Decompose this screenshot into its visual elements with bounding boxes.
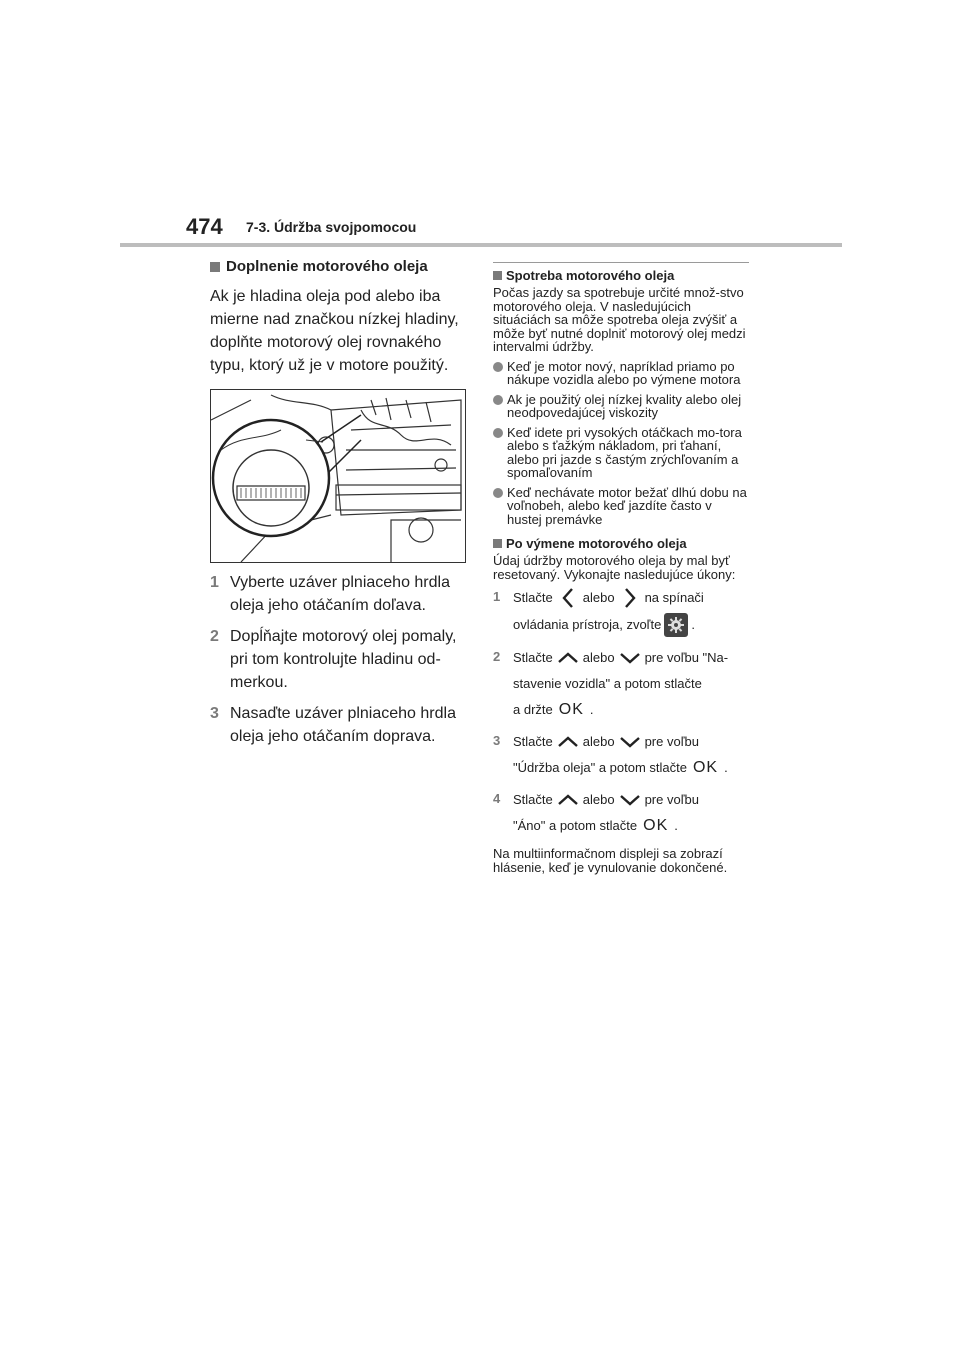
bullet-text: Ak je použitý olej nízkej kvality alebo olej neodpovedajúcej viskozity: [507, 391, 742, 420]
ok-button-icon: OK: [643, 817, 669, 834]
bullet-dot-icon: [493, 395, 503, 405]
bullet-item: [493, 360, 749, 387]
step-text: alebo: [582, 734, 615, 749]
step-number: 2: [210, 628, 219, 645]
chevron-right-icon: [618, 587, 642, 609]
step-text: Stlačte: [513, 734, 553, 749]
step-text: alebo: [582, 650, 615, 665]
bullet-dot-icon: [493, 488, 503, 498]
bullet-text: Keď nechávate motor bežať dlhú dobu na voľnobeh, alebo keď jazdíte často v hustej premávke: [507, 484, 747, 527]
square-bullet-icon: [210, 262, 220, 272]
step-text: pre voľbu: [644, 734, 699, 749]
square-bullet-icon: [493, 539, 502, 548]
step-text: Stlačte: [513, 650, 553, 665]
right-column-rule: [493, 262, 749, 263]
left-column: [210, 258, 472, 756]
left-step-3: [210, 702, 472, 748]
reset-step-3: [493, 731, 749, 783]
step-text: alebo: [582, 590, 615, 605]
page-number: 474: [186, 214, 223, 239]
section-title: 7-3. Údržba svojpomocou: [246, 219, 417, 235]
chevron-down-icon: [618, 789, 642, 811]
step-text: pre voľbu "Na-: [644, 650, 729, 665]
bullet-item: [493, 426, 749, 480]
step-text: ovládania prístroja, zvoľte: [513, 617, 662, 632]
engine-illustration: [210, 389, 466, 563]
oil-refill-title: Doplnenie motorového oleja: [226, 258, 428, 275]
bullet-text: Keď je motor nový, napríklad priamo po nákupe vozidla alebo po výmene motora: [507, 358, 741, 387]
step-text: Dopĺňajte motorový olej pomaly, pri tom kontrolujte hladinu od-merkou.: [230, 628, 457, 691]
chevron-left-icon: [556, 587, 580, 609]
step-number: 2: [493, 649, 501, 664]
left-step-2: [210, 625, 472, 694]
step-text: "Áno" a potom stlačte: [513, 818, 638, 833]
chevron-down-icon: [618, 731, 642, 753]
step-number: 3: [493, 733, 501, 748]
step-text: .: [674, 818, 678, 833]
step-text: pre voľbu: [644, 792, 699, 807]
step-text: Nasaďte uzáver plniaceho hrdla oleja jeho otáčaním doprava.: [230, 705, 456, 745]
step-text: .: [589, 702, 594, 717]
reset-step-2: [493, 647, 749, 725]
oil-refill-heading: [210, 258, 472, 275]
consumption-heading: [493, 268, 749, 283]
right-column: [493, 266, 749, 880]
consumption-text: Počas jazdy sa spotrebuje určité množ-stvo motorového oleja. V nasledujúcich situáciách sa môže spotreba oleja zvýšiť a môže byť nutné doplniť motorový olej medzi intervalmi údržby.: [493, 285, 746, 354]
step-number: 3: [210, 705, 219, 722]
oil-change-heading: [493, 536, 749, 551]
step-text: na spínači: [644, 590, 704, 605]
header-rule: [120, 243, 842, 247]
gear-icon: [664, 613, 688, 637]
oil-refill-intro: Ak je hladina oleja pod alebo iba mierne nad značkou nízkej hladiny, doplňte motorový olej rovnakého typu, ktorý už je v motore použitý.: [210, 288, 459, 374]
step-text: alebo: [582, 792, 615, 807]
chevron-up-icon: [556, 789, 580, 811]
step-text: a držte: [513, 702, 553, 717]
left-step-1: [210, 571, 472, 617]
chevron-up-icon: [556, 647, 580, 669]
step-text: stavenie vozidla" a potom stlačte: [513, 676, 702, 691]
bullet-dot-icon: [493, 428, 503, 438]
bullet-text: Keď idete pri vysokých otáčkach mo-tora alebo s ťažkým nákladom, pri ťahaní, alebo pri jazde s častým zrýchľovaním a spomaľovaním: [507, 424, 742, 480]
reset-step-1: [493, 587, 749, 641]
step-text: "Údržba oleja" a potom stlačte: [513, 760, 687, 775]
bullet-dot-icon: [493, 362, 503, 372]
step-text: .: [691, 617, 695, 632]
closing-text: Na multiinformačnom displeji sa zobrazí hlásenie, keď je vynulovanie dokončené.: [493, 846, 728, 875]
step-text: Vyberte uzáver plniaceho hrdla oleja jeho otáčaním doľava.: [230, 574, 450, 614]
bullet-item: [493, 393, 749, 420]
ok-button-icon: OK: [558, 701, 584, 718]
ok-button-icon: OK: [692, 759, 719, 776]
oil-change-title: Po výmene motorového oleja: [506, 536, 687, 551]
consumption-title: Spotreba motorového oleja: [506, 268, 675, 283]
oil-change-text: Údaj údržby motorového oleja by mal byť resetovaný. Vykonajte nasledujúce úkony:: [493, 553, 736, 582]
engine-bay-illustration: [211, 390, 465, 562]
step-number: 1: [493, 589, 501, 604]
chevron-down-icon: [618, 647, 642, 669]
bullet-item: [493, 486, 749, 527]
chevron-up-icon: [556, 731, 580, 753]
step-number: 1: [210, 574, 219, 591]
step-number: 4: [493, 791, 501, 806]
step-text: .: [724, 760, 728, 775]
step-text: Stlačte: [513, 590, 553, 605]
step-text: Stlačte: [513, 792, 553, 807]
reset-step-4: [493, 789, 749, 841]
square-bullet-icon: [493, 271, 502, 280]
